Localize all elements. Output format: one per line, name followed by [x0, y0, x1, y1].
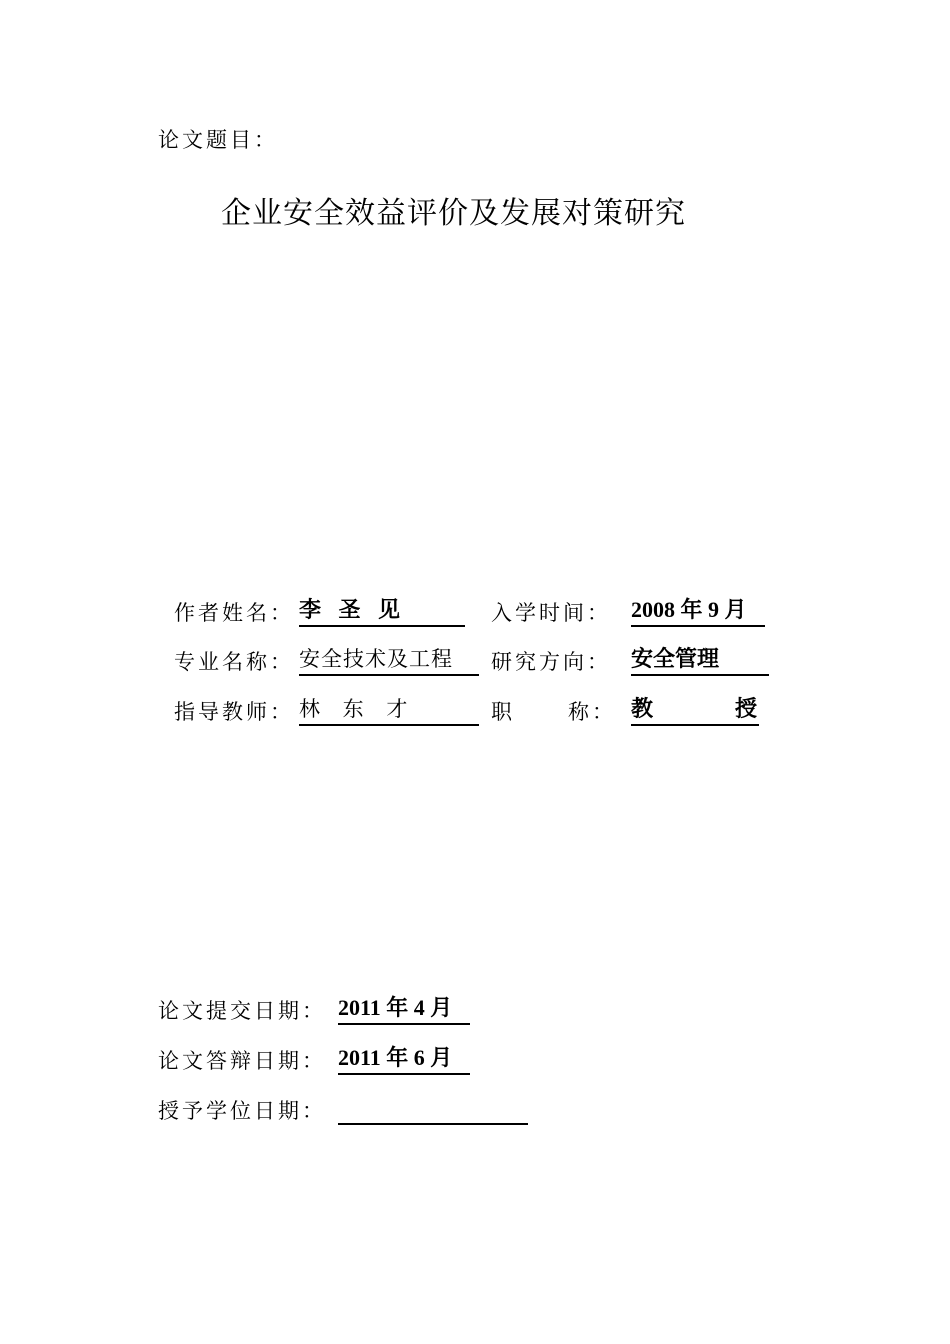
enroll-field	[631, 597, 765, 627]
thesis-title: 企业安全效益评价及发展对策研究	[221, 196, 686, 231]
defense-date-field	[338, 1045, 470, 1075]
author-field	[299, 597, 465, 627]
degree-date-field	[338, 1095, 528, 1125]
submit-date-value: 2011 年 4 月	[338, 995, 453, 1020]
advisor-field	[299, 696, 479, 726]
enroll-value: 2008 年 9 月	[631, 597, 747, 622]
author-value: 李 圣 见	[299, 597, 407, 622]
submit-date-label: 论文提交日期：	[158, 999, 326, 1023]
degree-date-label: 授予学位日期：	[158, 1099, 326, 1123]
direction-value: 安全管理	[631, 646, 720, 671]
prof-title-value-a: 教	[631, 696, 654, 721]
major-field	[299, 646, 479, 676]
direction-label: 研究方向：	[491, 650, 611, 674]
submit-date-field	[338, 995, 470, 1025]
thesis-title-label: 论文题目：	[158, 128, 278, 152]
advisor-value: 林 东 才	[299, 697, 416, 721]
major-value: 安全技术及工程	[299, 647, 453, 671]
prof-title-field	[631, 696, 759, 726]
defense-date-label: 论文答辩日期：	[158, 1049, 326, 1073]
prof-title-label-b: 称：	[568, 700, 616, 724]
prof-title-label-a: 职	[491, 700, 515, 724]
direction-field	[631, 646, 769, 676]
advisor-label: 指导教师：	[174, 700, 294, 724]
defense-date-value: 2011 年 6 月	[338, 1045, 453, 1070]
author-label: 作者姓名：	[174, 601, 294, 625]
enroll-label: 入学时间：	[491, 601, 611, 625]
prof-title-value-b: 授	[735, 696, 758, 721]
major-label: 专业名称：	[174, 650, 294, 674]
